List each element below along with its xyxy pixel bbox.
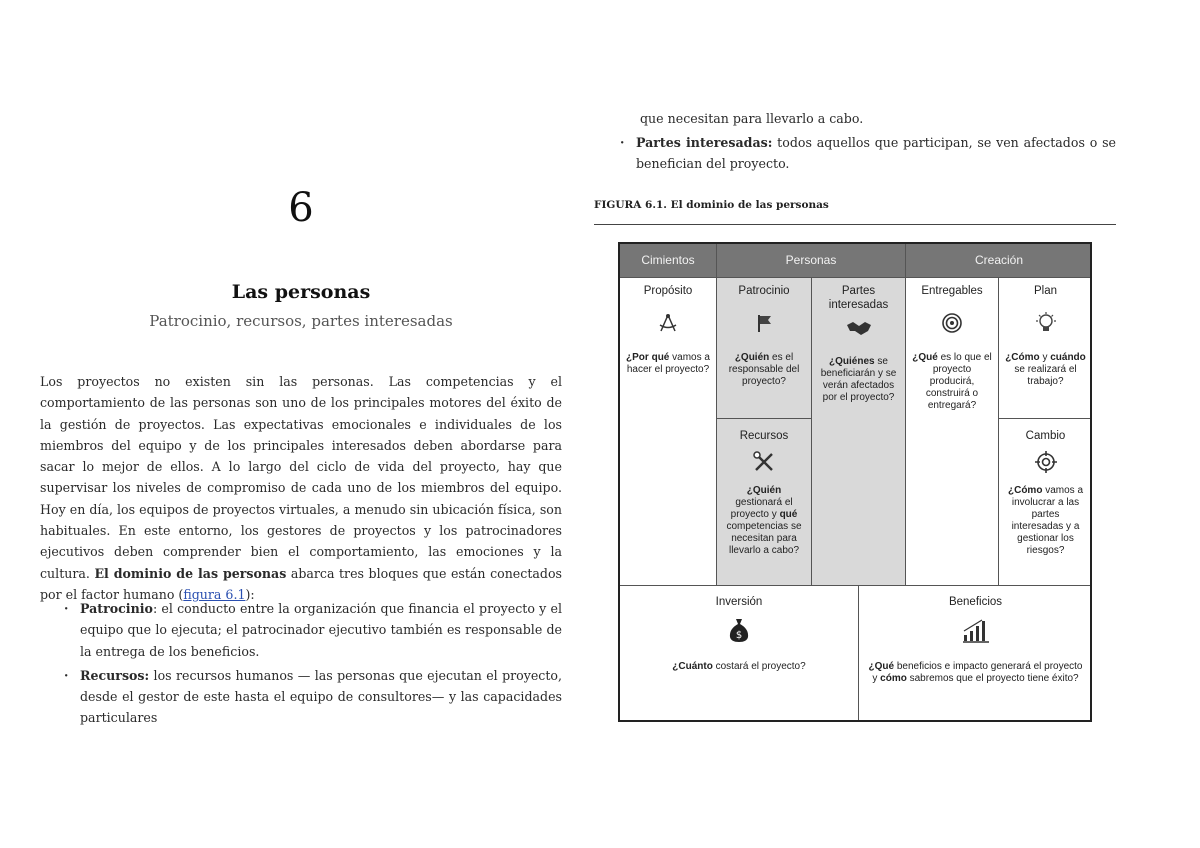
- bullet-term: Recursos:: [80, 667, 150, 683]
- q-bold: ¿Quién: [734, 352, 770, 363]
- q-rest: costará el proyecto?: [715, 661, 806, 672]
- cell-question: [906, 352, 998, 412]
- left-bullet-list: [60, 598, 562, 732]
- moneybag-icon: [620, 617, 858, 649]
- compass-icon: [620, 312, 716, 340]
- q-bold: cómo: [880, 673, 907, 684]
- q-bold: ¿Cuánto: [672, 661, 713, 672]
- q-rest: es lo que el proyecto producirá, construirá o entregará?: [925, 352, 992, 411]
- q-bold: ¿Por qué: [626, 352, 670, 363]
- intro-after-bold: abarca tres bloques que están conectados por el factor humano (: [40, 565, 562, 602]
- header-cimientos: Cimientos: [620, 244, 716, 277]
- intro-bold: El dominio de las personas: [94, 565, 287, 581]
- bullet-text: todos aquellos que participan, se ven afectados o se benefician del proyecto.: [636, 135, 1116, 171]
- q-rest: se realizará el trabajo?: [1014, 364, 1077, 387]
- cell-recursos: [717, 419, 811, 585]
- chapter-title: Las personas: [231, 281, 371, 303]
- figure-caption: FIGURA 6.1. El dominio de las personas: [594, 199, 829, 211]
- q-bold: ¿Qué: [868, 661, 895, 672]
- q-bold: ¿Quién: [746, 485, 782, 496]
- bullet-term: Patrocinio: [80, 601, 153, 616]
- chapter-subtitle: Patrocinio, recursos, partes interesadas: [149, 312, 453, 330]
- cell-title: Propósito: [643, 285, 693, 297]
- intro-paragraph: [40, 371, 562, 605]
- target-icon: [906, 312, 998, 340]
- cell-question: [620, 352, 716, 376]
- grid-line: [905, 244, 906, 585]
- q-mid: beneficios e impacto generará el proyecto y: [872, 661, 1083, 684]
- q-bold: ¿Cómo: [1007, 485, 1043, 496]
- grid-line: [998, 278, 999, 585]
- q-mid: gestionará el proyecto y: [730, 497, 793, 520]
- people-domain-canvas: [618, 242, 1092, 722]
- cell-patrocinio: [717, 278, 811, 418]
- continuation-text: que necesitan para llevarlo a cabo.: [640, 111, 864, 126]
- q-rest: competencias se necesitan para llevarlo a cabo?: [726, 521, 802, 556]
- tools-icon: [717, 451, 811, 479]
- q-rest: se beneficiarán y se verán afectados por el proyecto?: [820, 356, 897, 403]
- cell-question: [717, 352, 811, 388]
- cell-beneficios: [859, 586, 1092, 722]
- cell-inversion: [620, 586, 858, 722]
- bullet-patrocinio: [60, 598, 562, 662]
- q-bold: cuándo: [1050, 352, 1086, 363]
- cell-title: Recursos: [739, 430, 789, 442]
- cell-title: Partes interesadas: [828, 285, 889, 311]
- cell-title: Inversión: [715, 596, 763, 608]
- intro-text: Los proyectos no existen sin las personas. Las competencias y el comportamiento de las personas son uno de los principales motores del éxito de la gestión de proyectos. Las expectativas emocionales e individuales de los miembros del equipo y de los principales interesados deben abordarse para sacar lo mejor de ellos. A lo largo del ciclo de vida del proyecto, hay que supervisar los niveles de compromiso de cada uno de los miembros del equipo. Hoy en día, los equipos de proyectos virtuales, a menudo sin ubicación física, son habituales. En este entorno, los gestores de proyectos y los patrocinadores ejecutivos deben comprender bien el comportamiento, las emociones y la cultura.: [40, 374, 562, 581]
- cell-partes-interesadas: [812, 278, 905, 585]
- flag-icon: [717, 312, 811, 340]
- cell-question: [999, 485, 1092, 557]
- cell-question: [999, 352, 1092, 388]
- cell-title: Entregables: [921, 285, 983, 297]
- grid-line: [998, 418, 1092, 419]
- caption-divider: [594, 224, 1116, 225]
- cell-question: [812, 356, 905, 404]
- q-bold: qué: [779, 509, 798, 520]
- cell-title: Patrocinio: [738, 285, 790, 297]
- cell-entregables: [906, 278, 998, 585]
- handshake-icon: [812, 318, 905, 344]
- cell-plan: [999, 278, 1092, 418]
- q-bold: ¿Qué: [912, 352, 938, 363]
- grid-line: [620, 585, 1092, 586]
- cell-question: [717, 485, 811, 557]
- q-rest: es el responsable del proyecto?: [728, 352, 800, 387]
- right-bullet-list: [618, 132, 1116, 174]
- grid-line: [811, 278, 812, 585]
- chapter-number: 6: [288, 185, 314, 231]
- cell-question: [620, 661, 858, 673]
- cell-title: Beneficios: [948, 596, 1003, 608]
- bullet-text: los recursos humanos — las personas que ejecutan el proyecto, desde el gestor de este hasta el equipo de consultores— y las capacidades particulares: [80, 667, 562, 726]
- header-creacion: Creación: [906, 244, 1092, 277]
- figure-link[interactable]: figura 6.1: [183, 586, 246, 602]
- intro-close: ):: [245, 586, 255, 602]
- cell-proposito: [620, 278, 716, 585]
- bullet-partes-interesadas: [618, 132, 1116, 174]
- grid-line: [716, 244, 717, 585]
- bullet-term: Partes interesadas:: [636, 135, 773, 150]
- cell-cambio: [999, 419, 1092, 585]
- grid-line: [858, 585, 859, 722]
- crosshair-icon: [999, 451, 1092, 479]
- bullet-recursos: [60, 665, 562, 729]
- cell-title: Plan: [1033, 285, 1058, 297]
- bullet-text: : el conducto entre la organización que financia el proyecto y el equipo que lo ejecuta; el patrocinador ejecutivo también es responsable de la entrega de los beneficios.: [80, 601, 562, 659]
- cell-question: [859, 661, 1092, 685]
- lightbulb-icon: [999, 312, 1092, 340]
- header-personas: Personas: [717, 244, 905, 277]
- q-rest: vamos a involucrar a las partes interesadas y a gestionar los riesgos?: [1011, 485, 1084, 556]
- q-bold: ¿Quiénes: [829, 356, 875, 367]
- q-mid: y: [1042, 352, 1048, 363]
- q-bold: ¿Cómo: [1005, 352, 1040, 363]
- q-rest: vamos a hacer el proyecto?: [626, 352, 710, 375]
- bar-chart-icon: [859, 617, 1092, 649]
- grid-line: [716, 418, 812, 419]
- grid-line: [620, 277, 1092, 278]
- svg-text:$: $: [735, 630, 743, 641]
- q-rest: sabremos que el proyecto tiene éxito?: [909, 673, 1079, 684]
- cell-title: Cambio: [1025, 430, 1066, 442]
